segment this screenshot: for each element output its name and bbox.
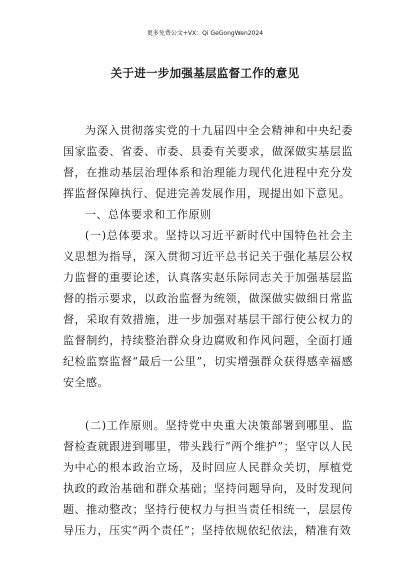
overall-requirements-paragraph: (一)总体要求。坚持以习近平新时代中国特色社会主义思想为指导，深入贯彻习近平总书记关于强化基层公权力监督的重要论述，认真落实赵乐际同志关于加强基层监督的指示要求，以政治监督为统领，做深做实做细日常监督，采取有效措施，进一步加强对基层干部行使公权力的监督制约，持续整治群众身边腐败和作风问题，全面打通纪检监察监督“最后一公里”，切实增强群众获得感幸福感安全感。 (63, 229, 353, 389)
document-title: 关于进一步加强基层监督工作的意见 (110, 66, 300, 80)
work-principles-paragraph: (二)工作原则。坚持党中央重大决策部署到哪里、监督检查就跟进到哪里，带头践行“两个维护”；坚守以人民为中心的根本政治立场，及时回应人民群众关切，厚植党执政的政治基础和群众基础；坚持问题导向，及时发现问题、推动整改；坚持行使权力与担当责任相统一，层层传导压力，压实“两个责任”；坚持依规依纪依法，精准有效 (63, 419, 353, 537)
section-heading: 一、总体要求和工作原则 (85, 208, 212, 221)
top-note: 更多免费公文+VX：Qi GeGongWen2024 (146, 30, 264, 37)
intro-paragraph: 为深入贯彻落实党的十九届四中全会精神和中央纪委国家监委、省委、市委、县委有关要求，做深做实基层监督，在推动基层治理体系和治理能力现代化进程中充分发挥监督保障执行、促进完善发展作用，现提出如下意见。 (63, 124, 353, 200)
